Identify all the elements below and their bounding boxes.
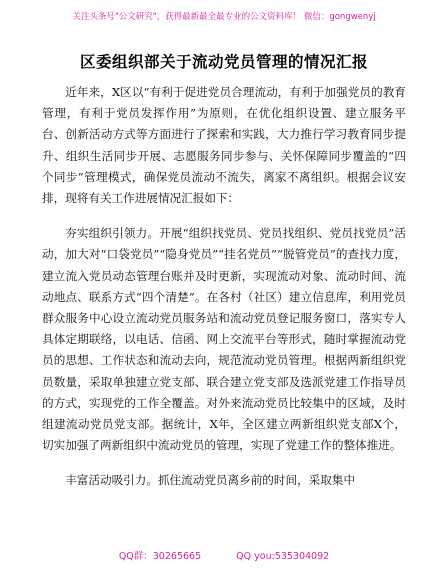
header-banner: 关注头条号"公文研究"，获得最新最全最专业的公文资料库！ 微信：gongwenyj [72,12,376,22]
footer-qq-group: QQ群：30265665 [118,551,202,562]
footer-qq-id: QQ you:535304092 [236,551,330,562]
paragraph-organization: 夯实组织引领力。开展“组织找党员、党员找组织、党员找党员”活动，加大对“口袋党员”“隐身党员”“挂名党员”“脱管党员”的查找力度，建立流入党员动态管理台账并及时更新，实现流动对象、流动时间、流动地点、联系方式“四个清楚”。在各村（社区）建立信息库，利用党员群众服务中心设立流动党员服务站和流动党员登记服务窗口，落实专人具体定期联络，以电话、信函、网上交流平台等形式，随时掌握流动党员的思想、工作状态和流动去向，规范流动党员管理。根据两新组织党员数量，采取单独建立党支部、联合建立党支部及选派党建工作指导员的方式，实现党的工作全覆盖。对外来流动党员比较集中的区域，及时组建流动党员党支部。据统计，X年，全区建立两新组织党支部X个，切实加强了两新组织中流动党员的管理，实现了党建工作的整体推进。 [42,226,406,453]
document-body [42,82,406,492]
paragraph-intro: 近年来，X区以“有利于促进党员合理流动，有利于加强党员的教育管理，有利于党员发挥作用”为原则，在优化组织设置、建立服务平台、创新活动方式等方面进行了探索和实践，大力推行学习教育同步提升、组织生活同步开展、志愿服务同步参与、关怀保障同步覆盖的“四个同步”管理模式，确保党员流动不流失，离家不离组织。根据会议安排，现将有关工作进展情况汇报如下： [42,85,406,206]
footer [0,548,448,562]
document-title: 区委组织部关于流动党员管理的情况汇报 [79,53,368,71]
paragraph-activities: 丰富活动吸引力。抓住流动党员离乡前的时间，采取集中 [65,473,356,488]
